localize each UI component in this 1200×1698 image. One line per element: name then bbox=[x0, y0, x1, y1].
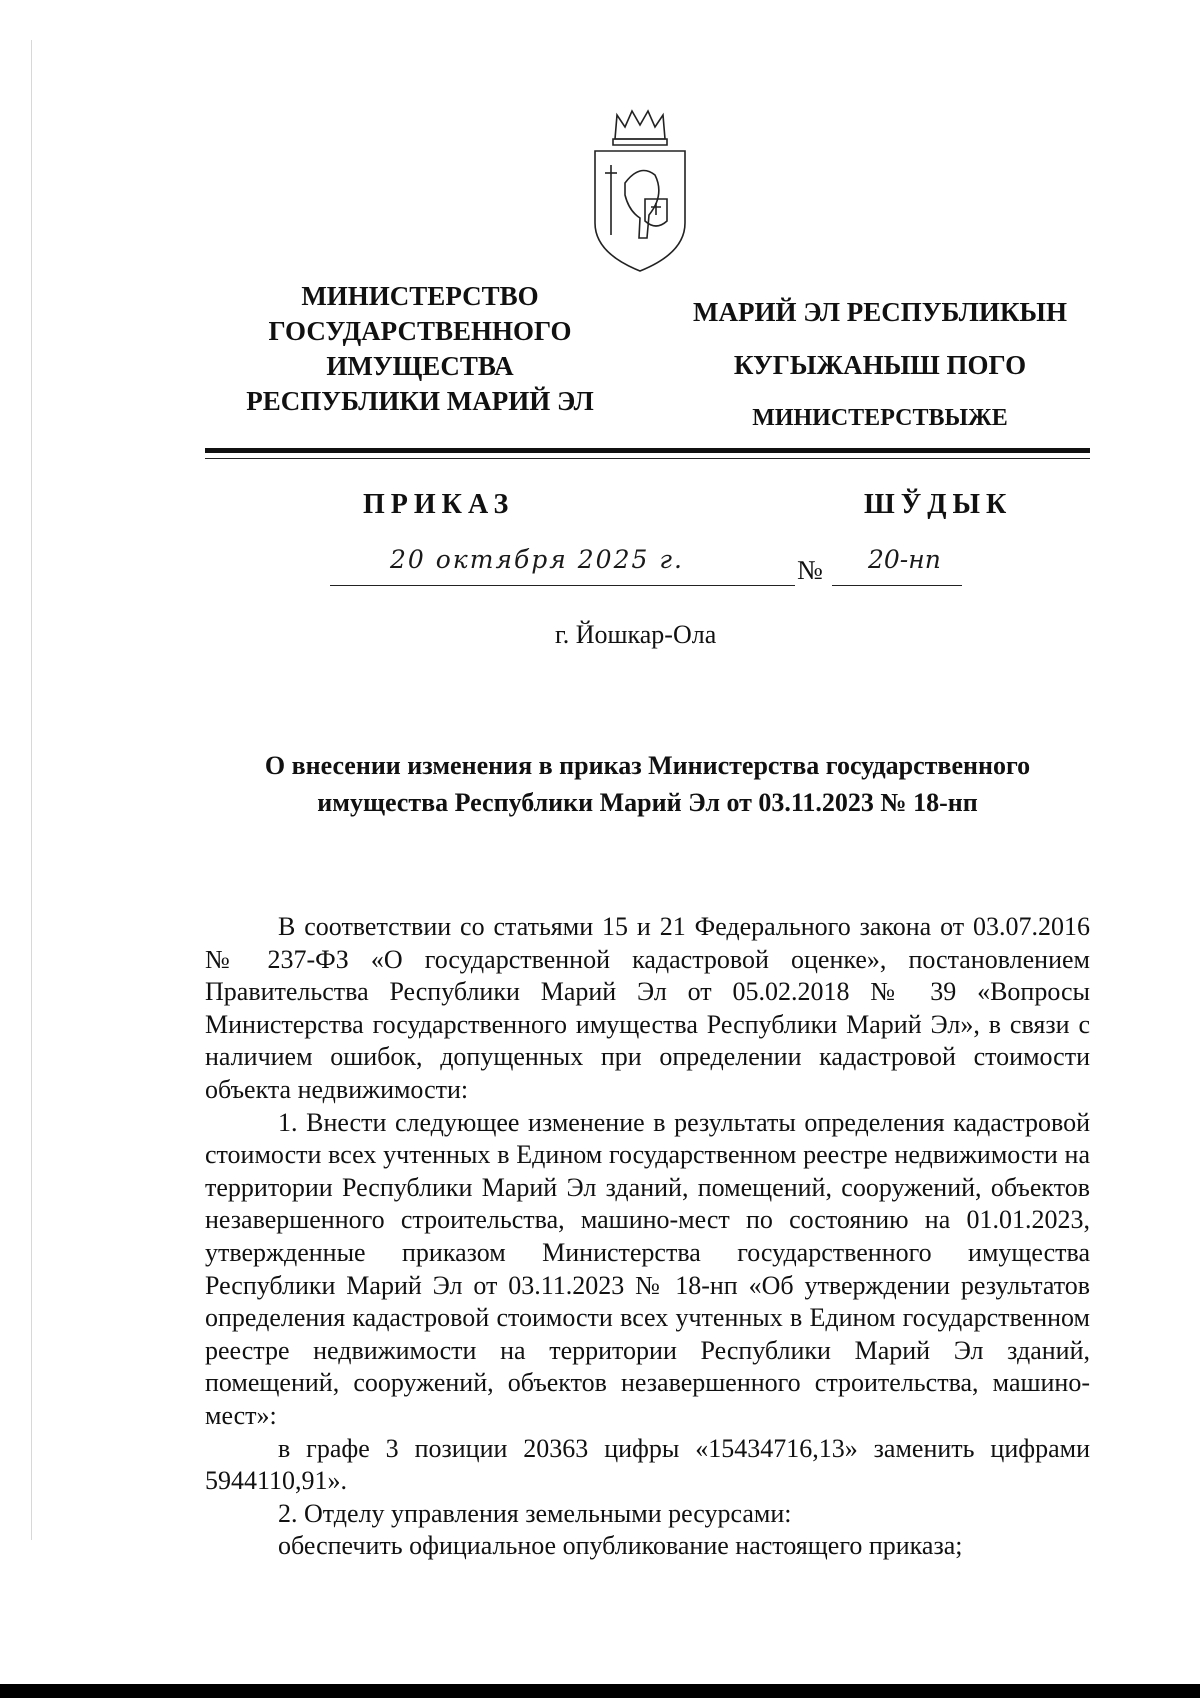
header-left-line: ГОСУДАРСТВЕННОГО bbox=[268, 316, 572, 346]
coat-of-arms-emblem bbox=[585, 103, 695, 279]
header-left-line: РЕСПУБЛИКИ МАРИЙ ЭЛ bbox=[246, 386, 594, 416]
city-name: г. Йошкар-Ола bbox=[555, 620, 717, 649]
scan-edge-line bbox=[31, 40, 32, 1540]
body-paragraph: 1. Внести следующее изменение в результаты определения кадастровой стоимости всех учтенных в Едином государственном реестре недвижимости на территории Республики Марий Эл зданий, помещений, сооружений, объектов незавершенного строительства, машино-мест по состоянию на 01.01.2023, утвержденные приказом Министерства государственного имущества Республики Марий Эл от 03.11.2023 № 18-нп «Об утверждении результатов определения кадастровой стоимости всех учтенных в Едином государственном реестре недвижимости на территории Республики Марий Эл зданий, помещений, сооружений, объектов незавершенного строительства, машино-мест»: bbox=[205, 1107, 1090, 1430]
header-divider-thick bbox=[205, 448, 1090, 453]
order-body bbox=[205, 911, 1090, 1563]
body-paragraph: обеспечить официальное опубликование настоящего приказа; bbox=[278, 1531, 963, 1561]
order-title-ru: ПРИКАЗ bbox=[363, 489, 515, 520]
header-left-line: ИМУЩЕСТВА bbox=[326, 351, 514, 381]
date-underline bbox=[330, 585, 795, 586]
order-date-handwritten: 20 октября 2025 г. bbox=[390, 545, 684, 574]
body-paragraph: В соответствии со статьями 15 и 21 Федерального закона от 03.07.2016 № 237-ФЗ «О государственной кадастровой оценке», постановлением Правительства Республики Марий Эл от 05.02.2018 № 39 «Вопросы Министерства государственного имущества Республики Марий Эл», в связи с наличием ошибок, допущенных при определении кадастровой стоимости объекта недвижимости: bbox=[205, 912, 1090, 1104]
header-right-line: МАРИЙ ЭЛ РЕСПУБЛИКЫН bbox=[693, 297, 1067, 327]
body-paragraph: 2. Отделу управления земельными ресурсами: bbox=[278, 1498, 792, 1528]
number-sign: № bbox=[797, 555, 823, 585]
header-right-line: МИНИСТЕРСТВЫЖЕ bbox=[752, 405, 1008, 431]
scan-bottom-border bbox=[0, 1684, 1200, 1698]
header-right-line: КУГЫЖАНЫШ ПОГО bbox=[733, 350, 1027, 380]
body-paragraph: в графе 3 позиции 20363 цифры «15434716,13» заменить цифрами 5944110,91». bbox=[205, 1433, 1090, 1496]
ministry-name-ru bbox=[220, 279, 620, 419]
ministry-name-mari bbox=[670, 286, 1090, 445]
order-title-mari: ШЎДЫК bbox=[864, 489, 1013, 520]
number-underline bbox=[832, 585, 962, 586]
header-divider-thin bbox=[205, 458, 1090, 459]
header-left-line: МИНИСТЕРСТВО bbox=[301, 281, 539, 311]
order-subject: О внесении изменения в приказ Министерства государственного имущества Республики Марий Эл от 03.11.2023 № 18-нп bbox=[264, 751, 1031, 817]
order-number-handwritten: 20-нп bbox=[868, 545, 941, 574]
